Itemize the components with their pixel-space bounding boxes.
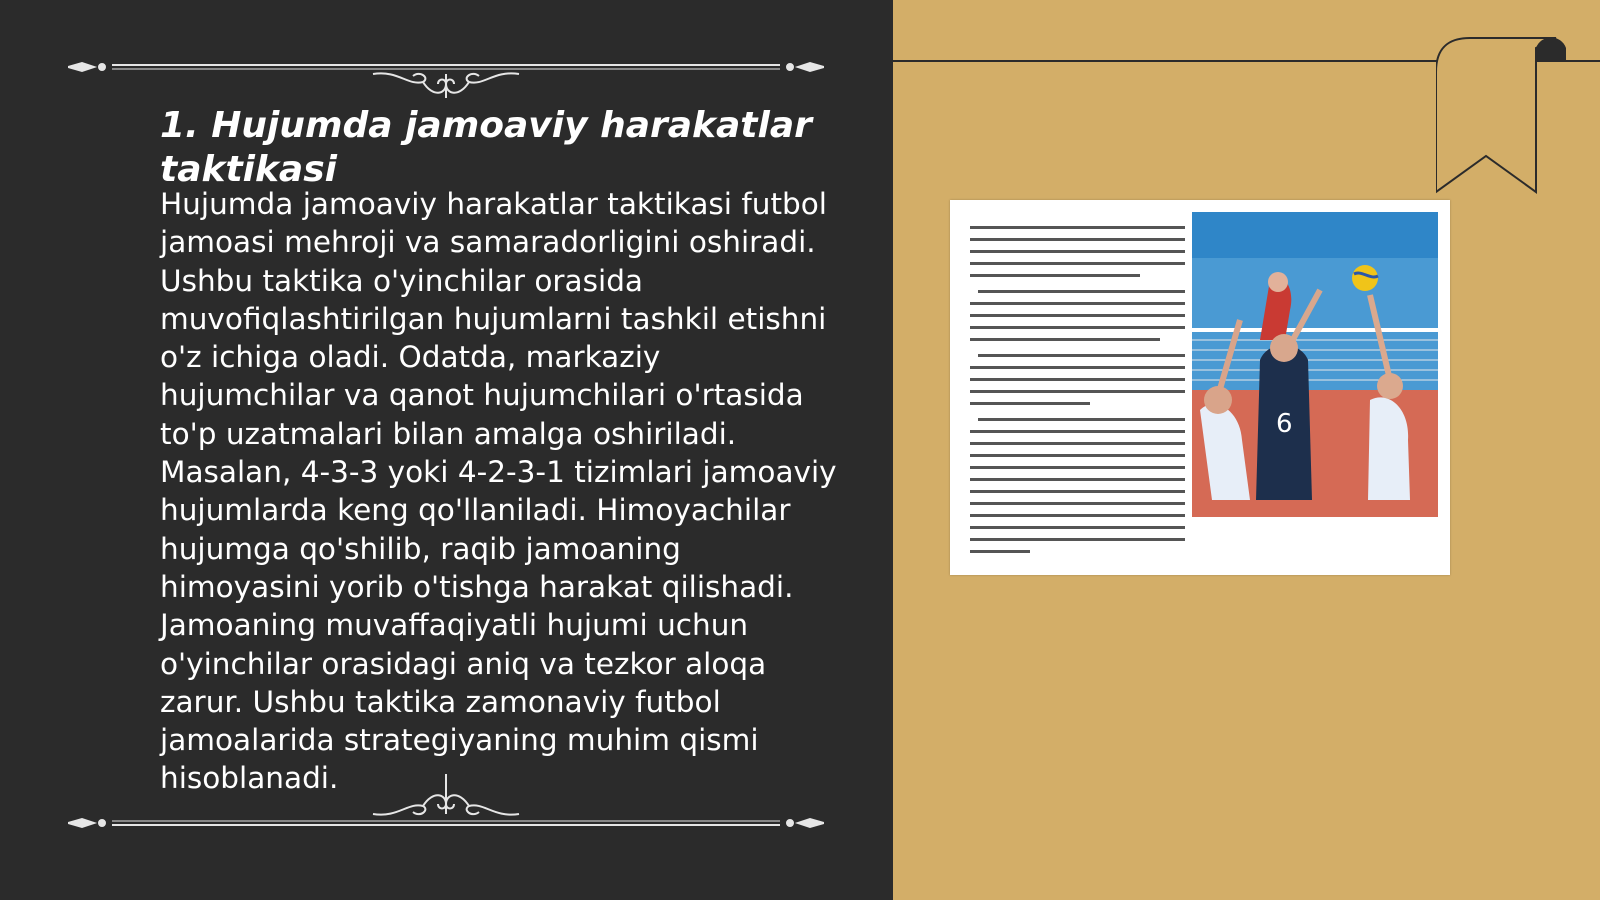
slide-body-text: Hujumda jamoaviy harakatlar taktikasi futbol jamoasi mehroji va samaradorligini oshiradi. Ushbu taktika o'yinchilar orasida muvofiqlashtirilgan hujumlarni tashkil etishni o'z ichiga oladi. Odatda, markaziy hujumchilar va qanot hujumchilari o'rtasida to'p uzatmalari bilan amalga oshiriladi. Masalan, 4-3-3 yoki 4-2-3-1 tizimlari jamoaviy hujumlarda keng qo'llaniladi. Himoyachilar hujumga qo'shilib, raqib jamoaning himoyasini yorib o'tishga harakat qilishadi. Jamoaning muvaffaqiyatli hujumi uchun o'yinchilar orasidagi aniq va tezkor aloqa zarur. Ushbu taktika zamonaviy futbol jamoalarida strategiyaning muhim qismi hisoblanadi. <box>160 187 837 796</box>
bottom-scroll-divider-icon <box>68 770 824 830</box>
top-scroll-divider-icon <box>68 38 824 98</box>
bookmark-ribbon-icon <box>1436 36 1600 200</box>
slide-title: 1. Hujumda jamoaviy harakatlar taktikasi <box>160 105 812 190</box>
textbook-photo <box>950 200 1450 575</box>
svg-text:6: 6 <box>1276 409 1293 439</box>
